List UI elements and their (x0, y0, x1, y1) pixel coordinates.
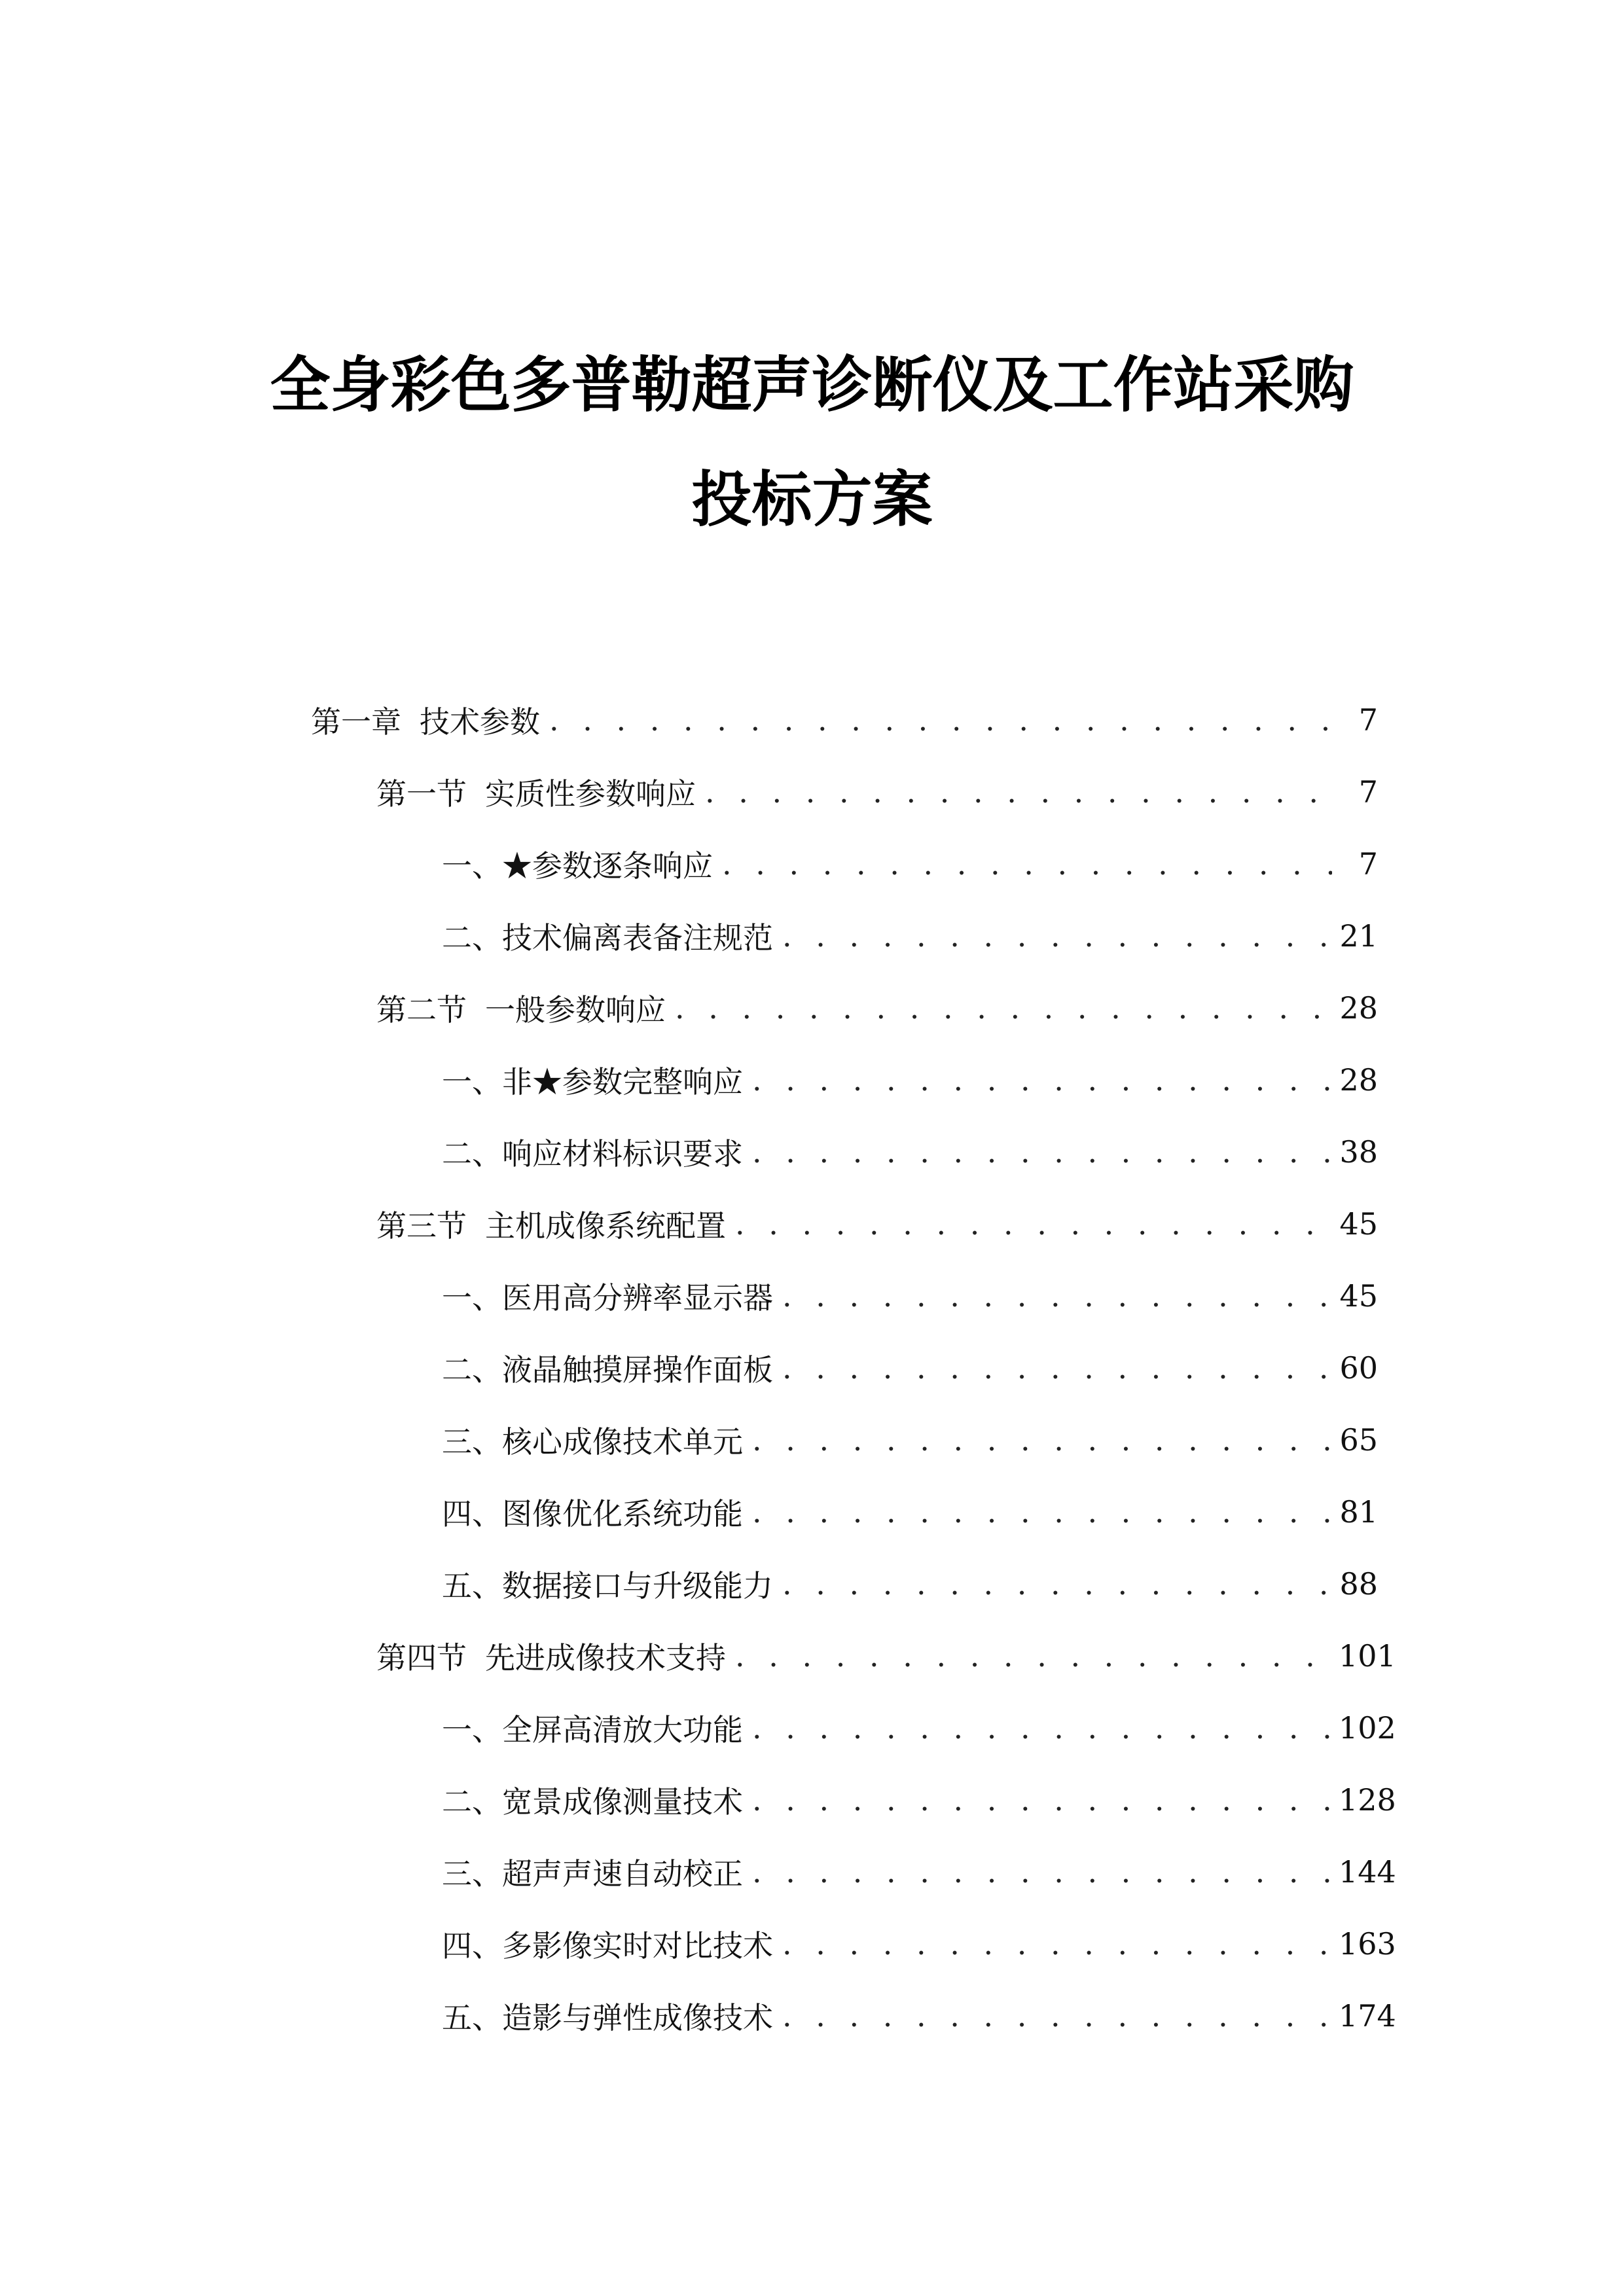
toc-entry-number: 五、 (442, 1568, 502, 1604)
toc-entry-number: 四、 (442, 1928, 502, 1964)
toc-entry-label: 全屏高清放大功能 (502, 1712, 743, 1748)
toc-entry-page: 60 (1339, 1350, 1378, 1386)
toc-entry[interactable] (442, 1990, 1396, 2042)
toc-leader-dots (782, 1278, 1332, 1314)
toc-entry-page: 38 (1339, 1134, 1378, 1170)
toc-entry[interactable] (442, 1558, 1378, 1610)
toc-entry[interactable] (442, 1414, 1378, 1466)
toc-leader-dots (782, 1998, 1332, 2034)
toc-entry-number: 五、 (442, 2000, 502, 2036)
toc-entry[interactable] (376, 1630, 1396, 1682)
toc-entry-page: 81 (1339, 1494, 1378, 1530)
toc-leader-dots (782, 1566, 1332, 1602)
document-title-line-2: 投标方案 (691, 465, 933, 535)
toc-entry-label: 多影像实时对比技术 (502, 1928, 773, 1964)
document-title-line-1: 全身彩色多普勒超声诊断仪及工作站采购 (270, 350, 1354, 420)
toc-entry-number: 三、 (442, 1424, 502, 1460)
toc-entry-label: 造影与弹性成像技术 (502, 2000, 773, 2036)
toc-entry-label: 实质性参数响应 (485, 776, 696, 812)
toc-entry[interactable] (376, 766, 1378, 818)
toc-entry-page: 7 (1358, 774, 1378, 810)
toc-leader-dots (782, 918, 1332, 954)
toc-entry-page: 88 (1339, 1566, 1378, 1602)
toc-entry[interactable] (376, 1198, 1378, 1250)
toc-entry-number: 一、 (442, 1712, 502, 1748)
toc-entry-label: 技术偏离表备注规范 (502, 920, 773, 956)
toc-entry-page: 101 (1339, 1638, 1396, 1674)
toc-leader-dots (735, 1206, 1332, 1242)
toc-leader-dots (549, 702, 1332, 738)
toc-leader-dots (752, 1782, 1332, 1818)
toc-leader-dots (705, 774, 1332, 810)
toc-entry-label: 技术参数 (420, 704, 540, 740)
toc-entry-label: 数据接口与升级能力 (502, 1568, 773, 1604)
toc-entry-label: 先进成像技术支持 (485, 1640, 726, 1676)
toc-entry[interactable] (442, 1126, 1378, 1178)
toc-entry-page: 45 (1339, 1278, 1378, 1314)
toc-entry[interactable] (442, 1342, 1378, 1394)
toc-leader-dots (752, 1494, 1332, 1530)
toc-entry-number: 第二节 (376, 992, 467, 1028)
toc-leader-dots (675, 990, 1332, 1026)
toc-leader-dots (735, 1638, 1332, 1674)
toc-entry-label: 响应材料标识要求 (502, 1136, 743, 1172)
toc-entry-label: 图像优化系统功能 (502, 1496, 743, 1532)
toc-entry[interactable] (442, 1918, 1396, 1970)
toc-entry[interactable] (442, 910, 1378, 962)
toc-entry-number: 三、 (442, 1856, 502, 1892)
toc-entry-page: 7 (1358, 846, 1378, 882)
toc-entry-number: 二、 (442, 920, 502, 956)
toc-leader-dots (782, 1926, 1332, 1962)
toc-entry-label: 液晶触摸屏操作面板 (502, 1352, 773, 1388)
toc-entry[interactable] (442, 1486, 1378, 1538)
toc-entry-label: 非★参数完整响应 (502, 1064, 743, 1100)
toc-entry[interactable] (442, 1270, 1378, 1322)
toc-entry-label: 医用高分辨率显示器 (502, 1280, 773, 1316)
toc-entry-label: 核心成像技术单元 (502, 1424, 743, 1460)
toc-entry[interactable] (442, 1702, 1396, 1754)
toc-leader-dots (752, 1710, 1332, 1746)
toc-entry-number: 第四节 (376, 1640, 467, 1676)
toc-entry-label: 一般参数响应 (485, 992, 666, 1028)
toc-entry-number: 第一节 (376, 776, 467, 812)
toc-entry-page: 102 (1339, 1710, 1396, 1746)
toc-entry-label: 宽景成像测量技术 (502, 1784, 743, 1820)
toc-entry[interactable] (442, 838, 1378, 890)
toc-entry-page: 28 (1339, 1062, 1378, 1098)
toc-entry-number: 一、 (442, 848, 502, 884)
toc-entry-page: 163 (1339, 1926, 1396, 1962)
toc-entry[interactable] (442, 1846, 1396, 1898)
toc-entry[interactable] (442, 1054, 1378, 1106)
toc-entry-page: 65 (1339, 1422, 1378, 1458)
toc-entry-label: ★参数逐条响应 (502, 848, 713, 884)
toc-entry-page: 7 (1358, 702, 1378, 738)
toc-entry-page: 174 (1339, 1998, 1396, 2034)
toc-entry[interactable] (376, 982, 1378, 1034)
toc-entry-number: 四、 (442, 1496, 502, 1532)
toc-entry-page: 21 (1339, 918, 1378, 954)
toc-entry[interactable] (311, 694, 1378, 746)
toc-entry-page: 45 (1339, 1206, 1378, 1242)
toc-leader-dots (752, 1134, 1332, 1170)
toc-leader-dots (752, 1062, 1332, 1098)
toc-entry-number: 第一章 (311, 704, 401, 740)
toc-leader-dots (752, 1422, 1332, 1458)
toc-entry-page: 28 (1339, 990, 1378, 1026)
toc-entry-number: 一、 (442, 1064, 502, 1100)
toc-leader-dots (722, 846, 1332, 882)
toc-entry-page: 144 (1339, 1854, 1396, 1890)
toc-entry-number: 一、 (442, 1280, 502, 1316)
toc-leader-dots (752, 1854, 1332, 1890)
toc-entry-label: 主机成像系统配置 (485, 1208, 726, 1244)
toc-entry-number: 二、 (442, 1136, 502, 1172)
toc-entry[interactable] (442, 1774, 1396, 1826)
toc-leader-dots (782, 1350, 1332, 1386)
toc-entry-number: 二、 (442, 1784, 502, 1820)
toc-entry-page: 128 (1339, 1782, 1396, 1818)
toc-entry-number: 二、 (442, 1352, 502, 1388)
toc-entry-label: 超声声速自动校正 (502, 1856, 743, 1892)
toc-entry-number: 第三节 (376, 1208, 467, 1244)
